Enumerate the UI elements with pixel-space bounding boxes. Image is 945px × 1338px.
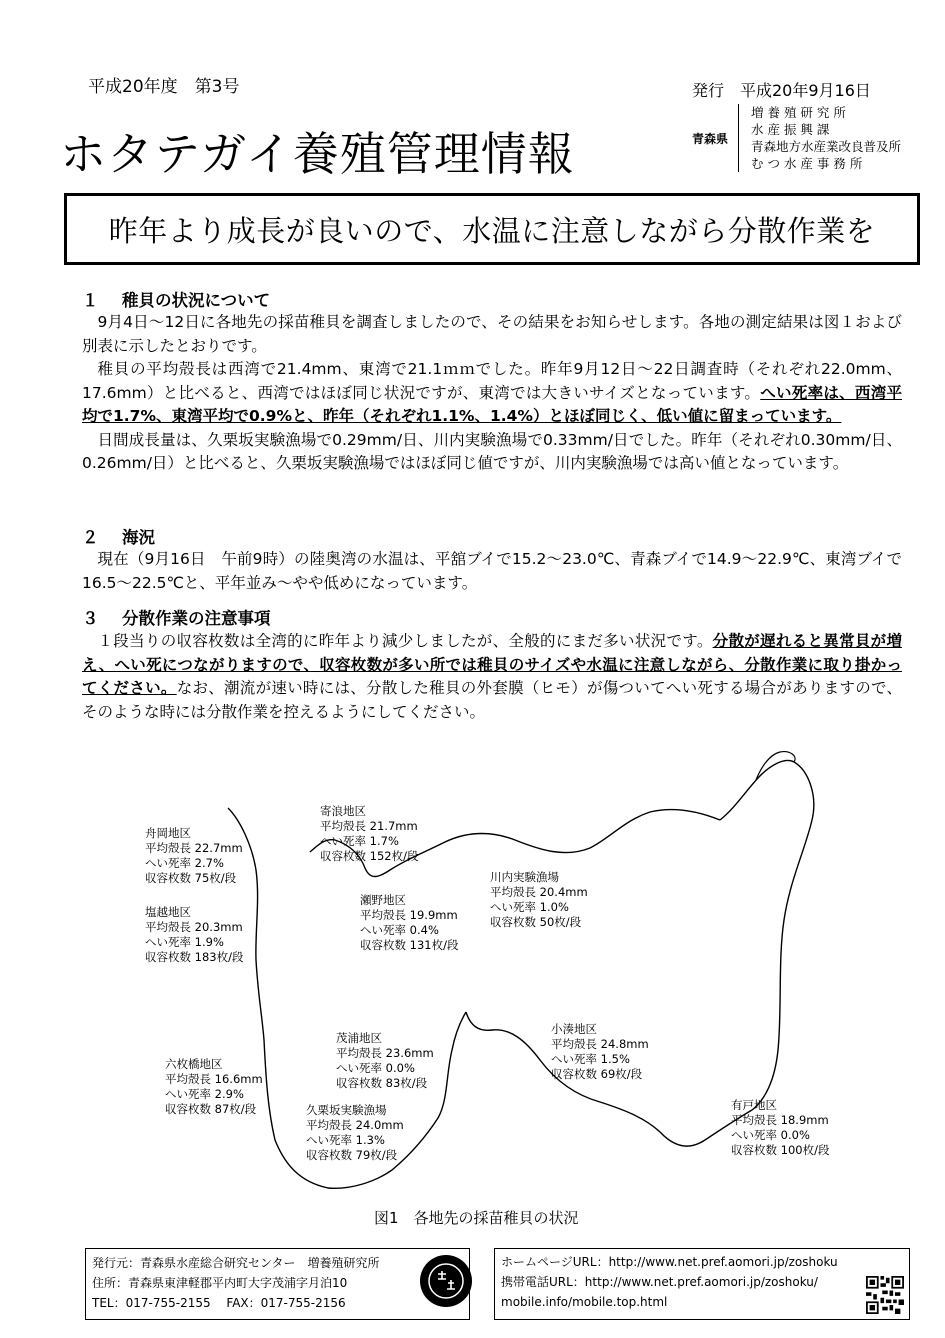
- site-density: 収容枚数 100枚/段: [731, 1143, 830, 1157]
- site-label-shiogoshi: [145, 905, 243, 965]
- site-mortality: へい死率 0.0%: [336, 1061, 415, 1075]
- site-density: 収容枚数 131枚/段: [360, 938, 459, 952]
- headline-box: [64, 193, 920, 265]
- org-name: 青森地方水産業改良普及所: [751, 139, 902, 154]
- site-density: 収容枚数 183枚/段: [145, 950, 244, 964]
- site-label-seno: [360, 893, 458, 953]
- site-mortality: へい死率 1.3%: [306, 1133, 385, 1147]
- paragraph: 9月4日～12日に各地先の採苗稚貝を調査しましたので、その結果をお知らせします。各地の測定結果は図１および別表に示したとおりです。: [82, 313, 902, 355]
- org-name: 水 産 振 興 課: [751, 122, 830, 137]
- site-density: 収容枚数 87枚/段: [165, 1102, 257, 1116]
- paragraph-text: なお、潮流が速い時には、分散した稚貝の外套膜（ヒモ）が傷ついてへい死する場合がありますので、そのような時には分散作業を控えるようにしてください。: [82, 679, 902, 721]
- site-name: 塩越地区: [145, 905, 191, 919]
- site-name: 川内実験漁場: [490, 870, 559, 884]
- section-1-heading: [82, 287, 270, 311]
- site-length: 平均殻長 23.6mm: [336, 1046, 434, 1060]
- site-name: 久栗坂実験漁場: [306, 1103, 387, 1117]
- cape-tip: [756, 752, 795, 780]
- site-length: 平均殻長 18.9mm: [731, 1113, 829, 1127]
- paragraph: 日間成長量は、久栗坂実験漁場で0.29mm/日、川内実験漁場で0.33mm/日でした。昨年（それぞれ0.30mm/日、0.26mm/日）と比べると、久栗坂実験漁場ではほぼ同じ値ですが、川内実験漁場では高い値となっています。: [82, 430, 902, 472]
- mobile-url[interactable]: 携帯電話URL：http://www.net.pref.aomori.jp/zoshoku/: [501, 1275, 818, 1289]
- site-name: 小湊地区: [551, 1022, 597, 1036]
- aomori-shoujiki-stamp: [420, 1255, 472, 1307]
- section-title: 稚貝の状況について: [122, 291, 271, 310]
- site-label-kawauchi: [490, 870, 588, 930]
- site-name: 舟岡地区: [145, 826, 191, 840]
- org-name: 増 養 殖 研 究 所: [751, 105, 846, 120]
- site-length: 平均殻長 16.6mm: [165, 1072, 263, 1086]
- section-3-heading: [82, 605, 271, 629]
- address-text: 住所：青森県東津軽郡平内町大字茂浦字月泊10: [92, 1276, 348, 1290]
- site-mortality: へい死率 1.5%: [551, 1052, 630, 1066]
- headline: 昨年より成長が良いので、水温に注意しながら分散作業を: [108, 213, 876, 248]
- site-length: 平均殻長 20.3mm: [145, 920, 243, 934]
- site-length: 平均殻長 20.4mm: [490, 885, 588, 899]
- mobile-url-cont[interactable]: mobile.info/mobile.top.html: [501, 1295, 668, 1309]
- site-density: 収容枚数 75枚/段: [145, 871, 237, 885]
- site-name: 有戸地区: [731, 1098, 777, 1112]
- section-title: 分散作業の注意事項: [122, 609, 271, 628]
- page-title: ホタテガイ養殖管理情報: [60, 127, 575, 181]
- figure-caption: 図1 各地先の採苗稚貝の状況: [374, 1209, 579, 1227]
- coastline-east: [466, 760, 814, 1146]
- prefecture-label: 青森県: [692, 132, 729, 146]
- section-1-body: [82, 311, 902, 476]
- homepage-url[interactable]: ホームページURL：http://www.net.pref.aomori.jp/zoshoku: [501, 1255, 838, 1269]
- paragraph: [82, 358, 902, 429]
- emphasis-text: へい死率は、西湾平均で1.7%、東湾平均で0.9%と、昨年（それぞれ1.1%、1.4%）とほぼ同じく、低い値に留まっています。: [82, 383, 902, 425]
- site-density: 収容枚数 83枚/段: [336, 1076, 428, 1090]
- site-mortality: へい死率 0.4%: [360, 923, 439, 937]
- site-density: 収容枚数 50枚/段: [490, 915, 582, 929]
- site-density: 収容枚数 152枚/段: [320, 849, 419, 863]
- section-number: ２: [82, 528, 99, 547]
- site-mortality: へい死率 1.0%: [490, 900, 569, 914]
- site-mortality: へい死率 0.0%: [731, 1128, 810, 1142]
- site-length: 平均殻長 24.8mm: [551, 1037, 649, 1051]
- site-mortality: へい死率 2.9%: [165, 1087, 244, 1101]
- site-density: 収容枚数 79枚/段: [306, 1148, 398, 1162]
- site-mortality: へい死率 1.9%: [145, 935, 224, 949]
- site-label-kuguriza: [306, 1103, 404, 1163]
- qr-code-icon[interactable]: [866, 1276, 904, 1314]
- paragraph-text: 稚貝の平均殻長は西湾で21.4mm、東湾で21.1ｍｍでした。昨年9月12日～22日調査時（それぞれ22.0mm、17.6mm）と比べると、西湾ではほぼ同じ状況ですが、東湾では大きいサイズとなっています。: [82, 360, 902, 402]
- paragraph-text: １段当りの収容枚数は全湾的に昨年より減少しましたが、全般的にまだ多い状況です。: [97, 632, 713, 650]
- phone-text: TEL：017-755-2155 FAX：017-755-2156: [92, 1296, 346, 1310]
- site-length: 平均殻長 22.7mm: [145, 841, 243, 855]
- section-3-body: [82, 630, 902, 724]
- site-mortality: へい死率 1.7%: [320, 834, 399, 848]
- site-label-funaoka: [145, 826, 243, 886]
- issue-date: 発行 平成20年9月16日: [692, 81, 871, 100]
- section-2-body: [82, 548, 902, 595]
- site-label-arito: [731, 1098, 829, 1158]
- paragraph: [82, 630, 902, 724]
- footer-urls: [494, 1248, 910, 1320]
- issuer-text: 発行元：青森県水産総合研究センター 増養殖研究所: [92, 1256, 380, 1270]
- site-label-kominato: [551, 1022, 649, 1082]
- section-2-heading: [82, 524, 155, 548]
- site-name: 六枚橋地区: [165, 1057, 223, 1071]
- stamp-icon: [426, 1261, 466, 1301]
- issue-number: 平成20年度 第3号: [88, 77, 240, 97]
- site-label-yoronami: [320, 804, 418, 864]
- section-number: ３: [82, 609, 99, 628]
- site-length: 平均殻長 24.0mm: [306, 1118, 404, 1132]
- site-name: 瀬野地区: [360, 893, 406, 907]
- site-density: 収容枚数 69枚/段: [551, 1067, 643, 1081]
- paragraph: 現在（9月16日 午前9時）の陸奥湾の水温は、平舘ブイで15.2～23.0℃、青森ブイで14.9～22.9℃、東湾ブイで16.5～22.5℃と、平年並み～やや低めになっています。: [82, 550, 902, 592]
- organization-list: [738, 104, 901, 172]
- footer-contact: [85, 1248, 470, 1320]
- site-label-rokumaibashi: [165, 1057, 263, 1117]
- site-name: 寄浪地区: [320, 804, 366, 818]
- site-length: 平均殻長 19.9mm: [360, 908, 458, 922]
- site-label-moura: [336, 1031, 434, 1091]
- site-mortality: へい死率 2.7%: [145, 856, 224, 870]
- section-title: 海況: [122, 528, 155, 547]
- emphasis-text: 分散が遅れると異常貝が増え、へい死につながりますので、収容枚数が多い所では稚貝のサイズや水温に注意しながら、分散作業に取り掛かってください。: [82, 632, 902, 697]
- org-name: む つ 水 産 事 務 所: [751, 156, 863, 171]
- section-number: １: [82, 291, 99, 310]
- site-length: 平均殻長 21.7mm: [320, 819, 418, 833]
- site-name: 茂浦地区: [336, 1031, 382, 1045]
